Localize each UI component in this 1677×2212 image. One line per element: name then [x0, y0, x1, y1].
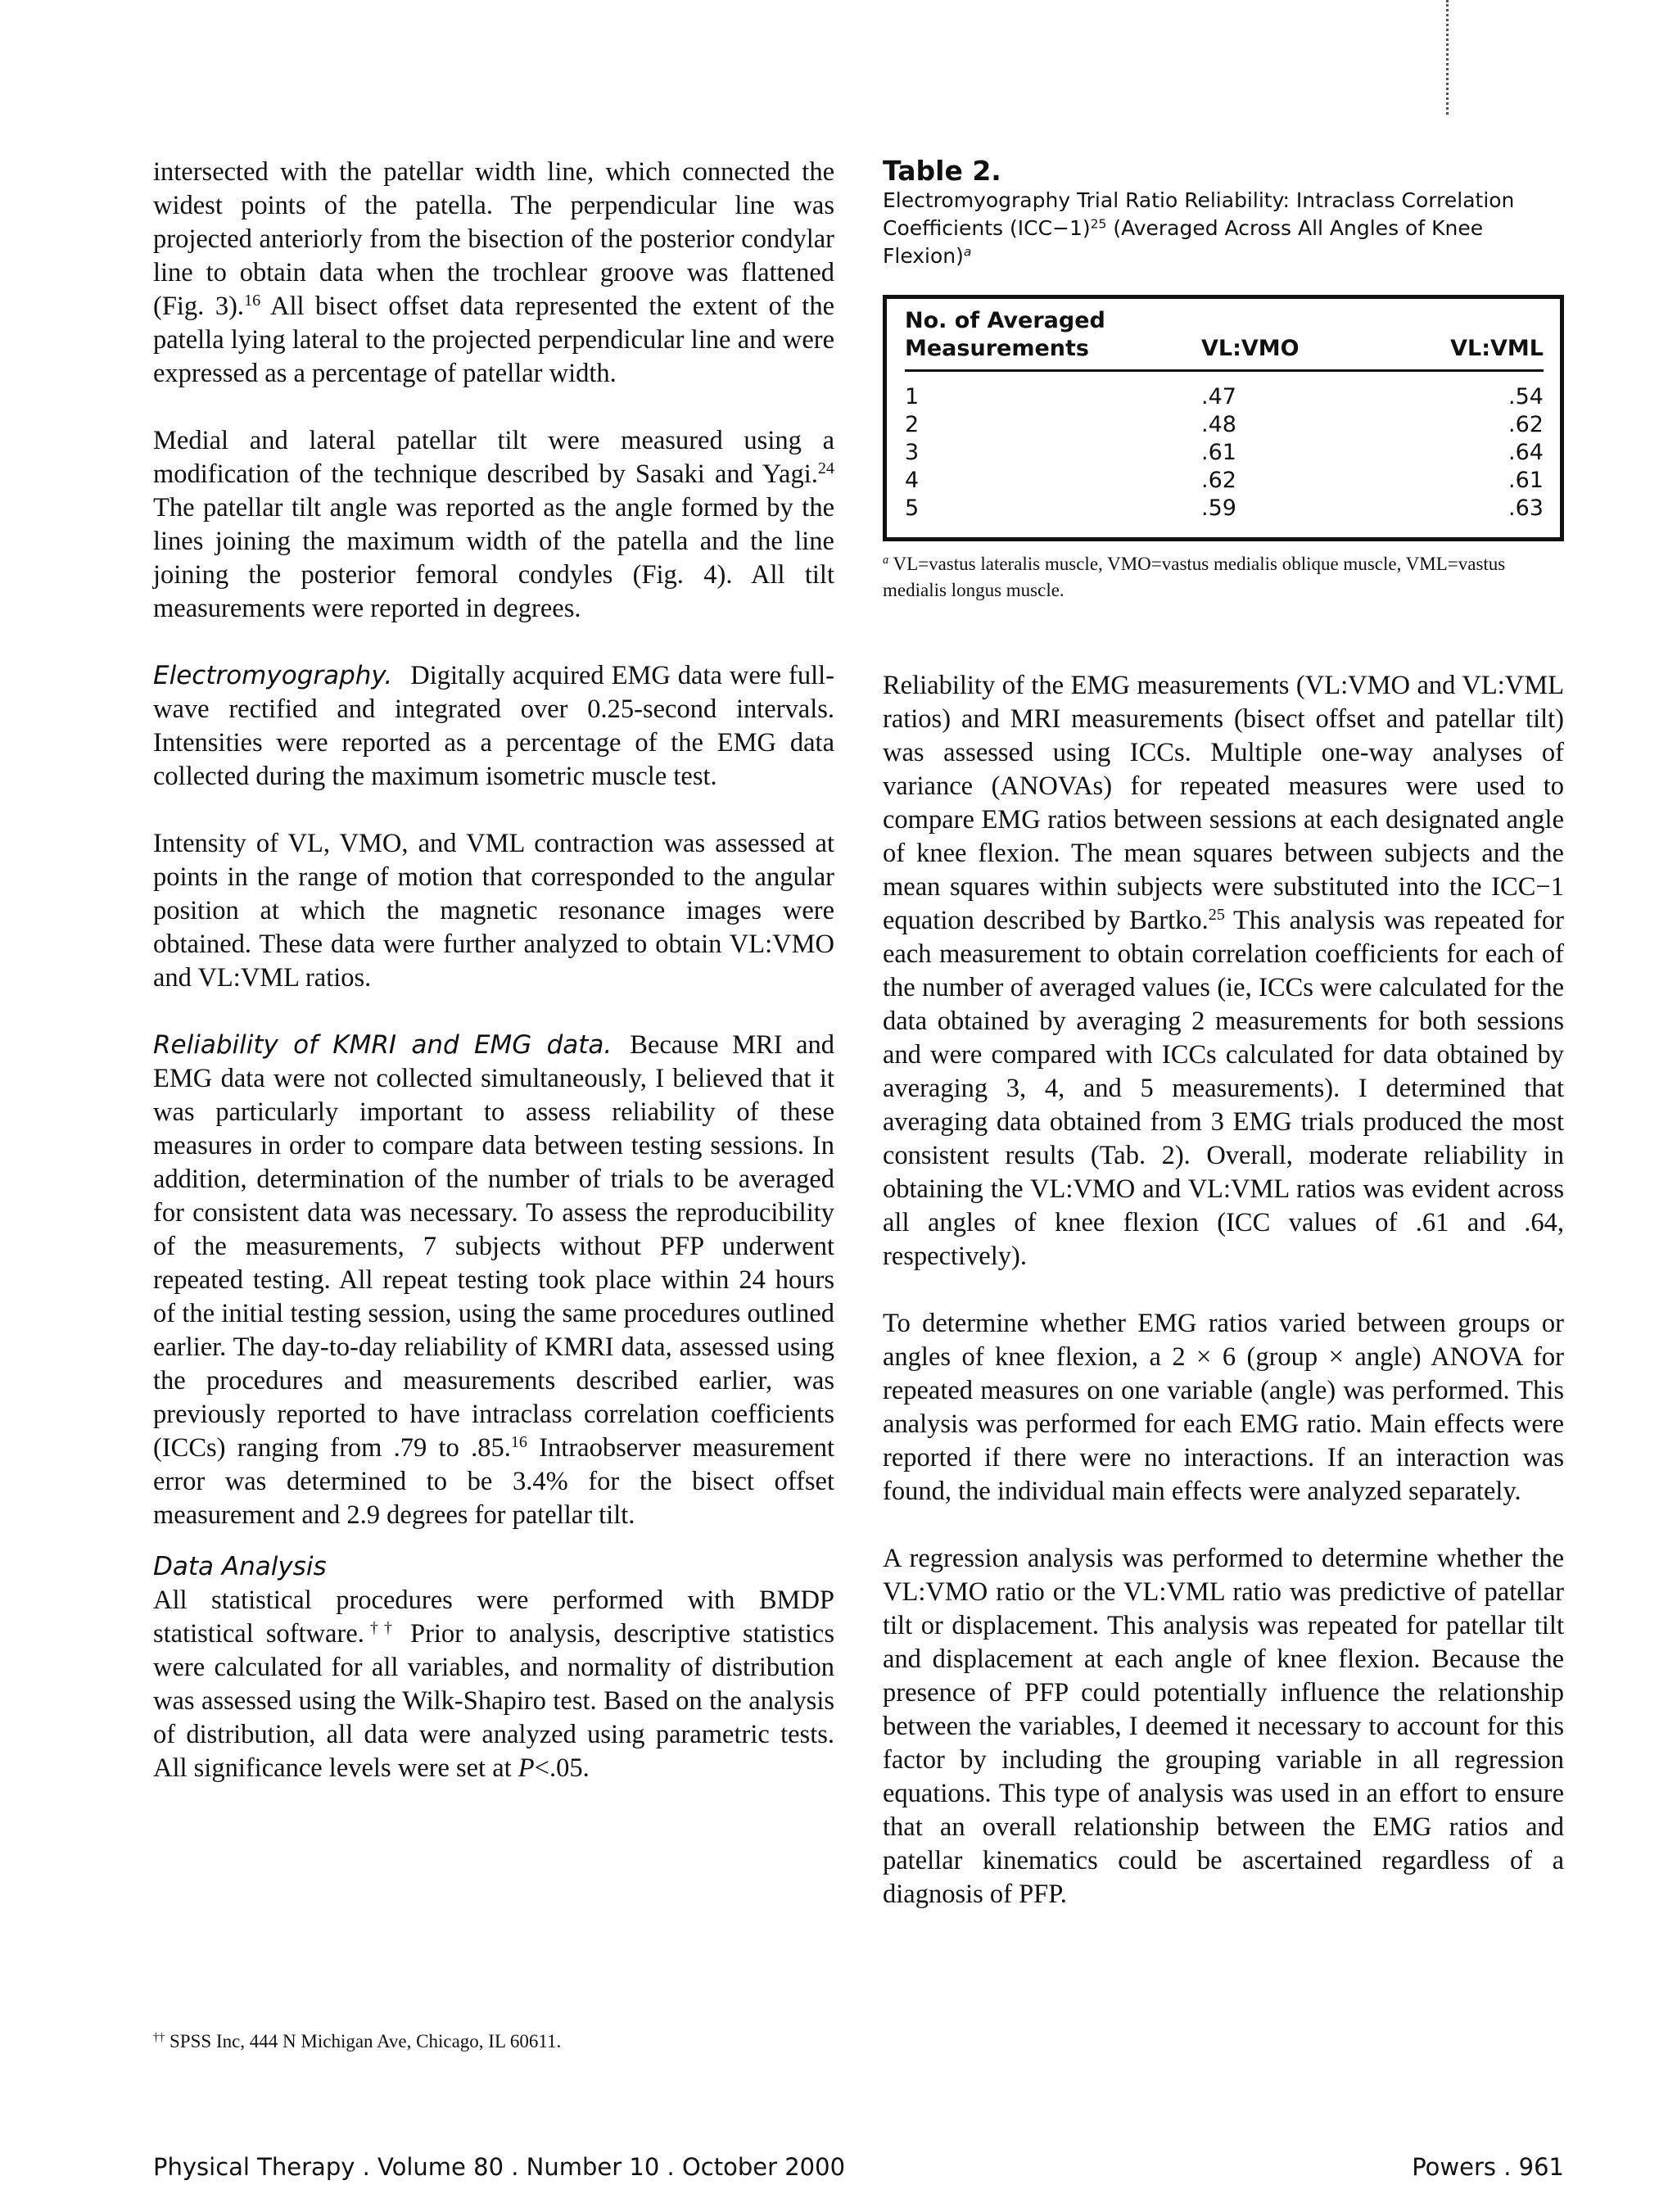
- paragraph: To determine whether EMG ratios varied between groups or angles of knee flexion, a 2 × 6 (group × angle) ANOVA for repeated measures on one variable (angle) was performed. This analysis was performed for each EMG ratio. Main effects were reported if there were no interactions. If an interaction was found, the individual main effects were analyzed separately.: [883, 1309, 1564, 1506]
- paragraph: Electromyography. Digitally acquired EMG data were full-wave rectified and integrated over 0.25-second intervals. Intensities were reported as a percentage of the EMG data collected during the maximum isometric muscle test.: [153, 661, 834, 791]
- section-heading-data-analysis: Data Analysis: [153, 1552, 327, 1581]
- table-box: [883, 295, 1564, 541]
- table-row: 5 .59 .63: [905, 495, 1544, 521]
- table-label: Table 2.: [883, 155, 1001, 187]
- subheading-reliability: Reliability of KMRI and EMG data.: [153, 1030, 612, 1060]
- reference-mark: 25: [1208, 905, 1225, 924]
- table-row: 3 .61 .64: [905, 440, 1544, 465]
- header-no-averaged: No. of Averaged Measurements: [905, 308, 1105, 361]
- page-number: Powers . 961: [1412, 2153, 1564, 2181]
- margin-dotted-rule: [1446, 0, 1449, 115]
- reference-mark: 16: [244, 291, 261, 310]
- table-caption: Electromyography Trial Ratio Reliability: Intraclass Correlation Coefficients $(ICC-1)^{25}$ (Averaged Across All Angles of Knee Flexion)$^a$: [883, 188, 1515, 268]
- table-row: 2 .48 .62: [905, 412, 1544, 437]
- paragraph: Intensity of VL, VMO, and VML contraction was assessed at points in the range of motion that corresponded to the angular position at which the magnetic resonance images were obtained. These data were further analyzed to obtain VL:VMO and VL:VML ratios.: [153, 829, 834, 993]
- paragraph: Reliability of KMRI and EMG data. Because MRI and EMG data were not collected simultaneously, I believed that it was particularly important to assess reliability of these measures in order to compare data between testing sessions. In addition, determination of the number of trials to be averaged for consistent data was necessary. To assess the reproducibility of the measurements, 7 subjects without PFP underwent repeated testing. All repeat testing took place within 24 hours of the initial testing session, using the same procedures outlined earlier. The day-to-day reliability of KMRI data, assessed using the procedures and measurements described earlier, was previously reported to have intraclass correlation coefficients (ICCs) ranging from .79 to .85.16 Intraobserver measurement error was determined to be 3.4% for the bisect offset measurement and 2.9 degrees for patellar tilt.: [153, 1030, 834, 1530]
- journal-footer: Physical Therapy . Volume 80 . Number 10 . October 2000: [153, 2153, 846, 2181]
- footnote-mark: ††: [364, 1618, 398, 1637]
- left-column: [153, 156, 834, 1785]
- table-row: 1 .47 .54: [905, 384, 1544, 409]
- reference-mark: 16: [510, 1432, 527, 1451]
- paragraph: Reliability of the EMG measurements (VL:VMO and VL:VML ratios) and MRI measurements (bisect offset and patellar tilt) was assessed using ICCs. Multiple one-way analyses of variance (ANOVAs) for repeated measures were used to compare EMG ratios between sessions at each designated angle of knee flexion. The mean squares between subjects and the mean squares within subjects were substituted into the ICC−1 equation described by Bartko.$^{25}$ This analysis was repeated for each measurement to obtain correlation coefficients for each of the number of averaged values (ie, ICCs were calculated for the data obtained by averaging 2 measurements for both sessions and were compared with ICCs calculated for data obtained by averaging 3, 4, and 5 measurements). I determined that averaging data obtained from 3 EMG trials produced the most consistent results (Tab. 2). Overall, moderate reliability in obtaining the VL:VMO and VL:VML ratios was evident across all angles of knee flexion (ICC values of .61 and .64, respectively).: [883, 671, 1564, 1271]
- paragraph: Medial and lateral patellar tilt were measured using a modification of the technique described by Sasaki and Yagi.$^{24}$ The patellar tilt angle was reported as the angle formed by the lines joining the maximum width of the patella and the line joining the posterior femoral condyles (Fig. 4). All tilt measurements were reported in degrees.: [153, 426, 834, 623]
- right-column: [883, 156, 1564, 1911]
- page-footnote: †† SPSS Inc, 444 N Michigan Ave, Chicago, IL 60611.: [153, 2031, 562, 2051]
- reference-mark: 24: [817, 459, 834, 477]
- table-header-row: [905, 307, 1544, 372]
- header-vl-vmo: VL:VMO: [1201, 336, 1300, 361]
- subheading-electromyography: Electromyography.: [153, 661, 393, 690]
- table-row: 4 .62 .61: [905, 468, 1544, 493]
- paragraph: All statistical procedures were performed with BMDP statistical software.†† Prior to analysis, descriptive statistics were calculated for all variables, and normality of distribution was assessed using the Wilk-Shapiro test. Based on the analysis of distribution, all data were analyzed using parametric tests. All significance levels were set at P<.05.: [153, 1585, 834, 1783]
- table-2: [883, 156, 1564, 604]
- paragraph: A regression analysis was performed to determine whether the VL:VMO ratio or the VL:VML ratio was predictive of patellar tilt or displacement. This analysis was repeated for patellar tilt and displacement at each angle of knee flexion. Because the presence of PFP could potentially influence the relationship between the variables, I deemed it necessary to account for this factor by including the grouping variable in all regression equations. This type of analysis was used in an effort to ensure that an overall relationship between the EMG ratios and patellar kinematics could be ascertained regardless of a diagnosis of PFP.: [883, 1544, 1564, 1909]
- table-footnote: $^a$ VL=vastus lateralis muscle, VMO=vastus medialis oblique muscle, VML=vastus medialis longus muscle.: [883, 554, 1506, 600]
- paragraph: intersected with the patellar width line, which connected the widest points of the patella. The perpendicular line was projected anteriorly from the bisection of the posterior condylar line to obtain data when the trochlear groove was flattened (Fig. 3).$^{16}$ All bisect offset data represented the extent of the patella lying lateral to the projected perpendicular line and were expressed as a percentage of patellar width.: [153, 157, 834, 388]
- header-vl-vml: VL:VML: [1450, 336, 1544, 361]
